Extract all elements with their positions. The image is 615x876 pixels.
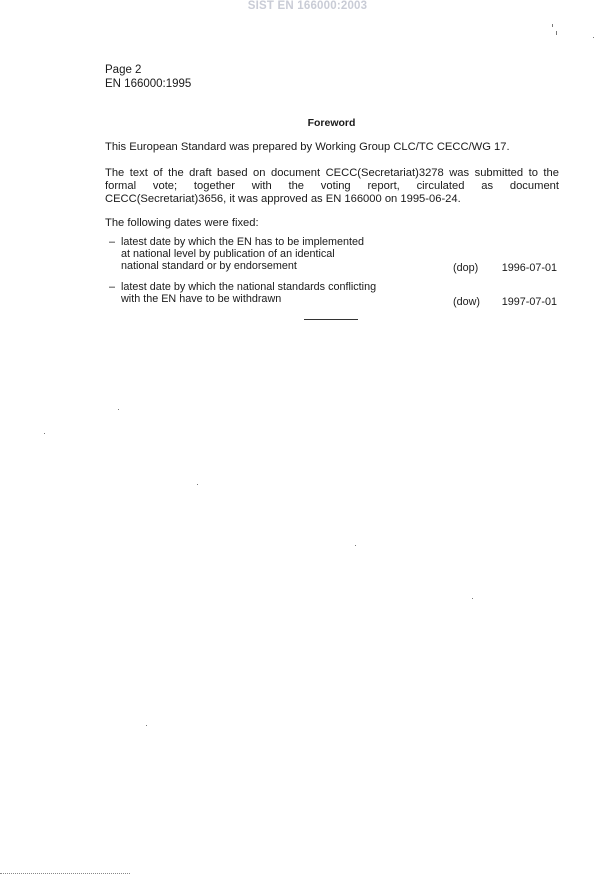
foreword-paragraph-2: The text of the draft based on document CECC(Secretariat)3278 was submitted to the formal vote; together with the voting report, circulated as document CECC(Secretariat)3656, it was approved as EN 166000 on 1995-06-24.	[105, 167, 559, 205]
scan-speck	[593, 37, 594, 38]
list-dash: –	[109, 281, 116, 293]
scan-speck	[197, 484, 198, 485]
date-item-description	[121, 237, 421, 272]
foreword-paragraph-3: The following dates were fixed:	[105, 217, 259, 229]
foreword-paragraph-1: This European Standard was prepared by Working Group CLC/TC CECC/WG 17.	[105, 141, 510, 153]
page-header	[105, 63, 191, 91]
scan-edge	[0, 873, 130, 874]
scan-speck	[118, 409, 119, 410]
date-item-line: national standard or by endorsement	[121, 259, 297, 272]
foreword-title: Foreword	[307, 117, 356, 129]
scan-speck	[355, 545, 356, 546]
scan-speck	[556, 31, 557, 35]
date-item-line: latest date by which the national standards conflicting	[121, 281, 377, 293]
page-number: Page 2	[105, 64, 142, 76]
list-dash: –	[109, 236, 116, 248]
date-code-dow: (dow)	[453, 296, 480, 308]
date-item-line: latest date by which the EN has to be implemented	[121, 236, 365, 248]
watermark: SIST EN 166000:2003	[247, 0, 368, 12]
date-item-description	[121, 282, 421, 306]
date-value-dop: 1996-07-01	[501, 262, 557, 274]
date-value-dow: 1997-07-01	[501, 296, 557, 308]
scan-speck	[44, 433, 45, 434]
date-item-line: at national level by publication of an identical	[121, 247, 335, 260]
date-code-dop: (dop)	[453, 262, 479, 274]
date-item-line: with the EN have to be withdrawn	[121, 292, 282, 305]
standard-number: EN 166000:1995	[105, 78, 192, 90]
end-rule	[304, 319, 358, 320]
scan-speck	[472, 598, 473, 599]
scan-speck	[146, 725, 147, 726]
scan-speck	[552, 24, 553, 27]
